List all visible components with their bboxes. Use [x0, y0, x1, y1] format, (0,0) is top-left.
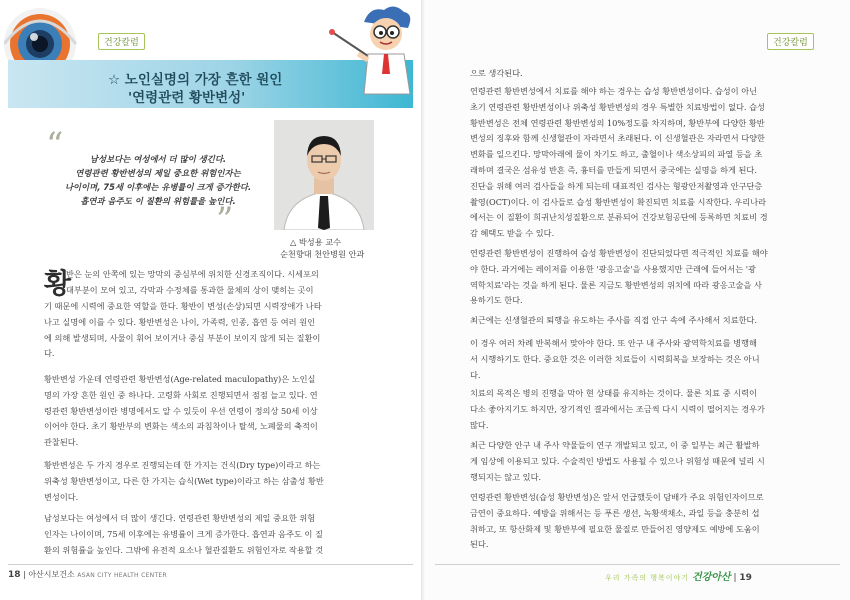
footer-rule [435, 564, 840, 565]
text-line: 변성의 징후와 함께 신생혈관이 자라면서 초래된다. 이 신생혈관은 자라면서 다양한 [470, 133, 765, 144]
text-line: 에 의해 발생되며, 사물이 휘어 보이거나 중심 부분이 보이지 않게 되는 질환이 [44, 332, 321, 343]
paragraph-3 [44, 458, 376, 505]
text-line: 변성이다. [44, 491, 79, 502]
paragraph-treatment [470, 246, 815, 309]
author-caption [268, 236, 418, 260]
text-line: 위축성 황반변성이고, 다른 한 가지는 습식(Wet type)이라고 하는 삼출성 황반 [44, 475, 324, 486]
text-line: 관찰된다. [44, 437, 79, 448]
text-line: 게 임상에 이용되고 있다. 수술적인 방법도 사용될 수 있으나 위험성 때문에 널리 시 [470, 455, 765, 466]
footer-left: 18 | 아산시보건소 ASAN CITY HEALTH CENTER [8, 570, 167, 580]
text-line: 이 경우 여러 차례 반복해서 맞아야 한다. 또 안구 내 주사와 광역학치료를 병행해 [470, 338, 757, 348]
text-line: 환의 위험률을 높인다. 그밖에 유전적 요소나 혈관질환도 위험인자로 작용할 것 [44, 544, 324, 555]
text-line: 초기 연령관련 황반변성이나 위축성 황반변성의 경우 특별한 치료방법이 없다. 습성 [470, 101, 765, 112]
close-quote-icon: ” [216, 200, 234, 240]
doctor-cartoon-icon [328, 4, 420, 96]
intro-paragraph-body [44, 299, 376, 362]
pull-quote-line: 연령관련 황반변성의 제일 중요한 위험인자는 [75, 168, 241, 178]
text-line: 명의 가장 흔한 원인 중 하나다. 고령화 사회로 진행되면서 점점 늘고 있다. 연 [44, 389, 318, 400]
text-line: 금연이 중요하다. 예방을 위해서는 등 푸른 생선, 녹황색채소, 과일 등을 충분히 섭 [470, 507, 760, 518]
paragraph-repeat [470, 336, 815, 383]
text-line: 치료의 목적은 병의 진행을 막아 현 상태를 유지하는 것이다. 물론 치료 중 시력이 [470, 388, 757, 398]
text-line: 다소 좋아지기도 하지만, 장기적인 결과에서는 조금씩 다시 시력이 떨어지는 경우가 [470, 403, 765, 414]
text-line: 서 시행하기도 한다. 중요한 것은 이러한 치료들이 시력회복을 보장하는 것은 아니 [470, 353, 760, 364]
text-line: 야 한다. 과거에는 레이저를 이용한 '광응고술'을 사용했지만 근래에 들어서는 '광 [470, 263, 756, 274]
paragraph-4 [44, 511, 376, 558]
section-tag: 건강칼럼 [98, 33, 145, 50]
drop-cap: 황 [44, 267, 72, 300]
article-subtitle: '연령관련 황반변성' [128, 90, 246, 106]
text-line: 최근에는 신생혈관의 퇴행을 유도하는 주사를 직접 안구 속에 주사해서 치료한다. [470, 315, 758, 325]
text-line: 령관련 황반변성이란 병명에서도 알 수 있듯이 우선 연령이 정의상 50세 이상 [44, 405, 318, 416]
open-quote-icon: “ [46, 125, 64, 165]
text-line: 된다. [470, 539, 489, 550]
footer-org: 아산시보건소 [28, 570, 75, 579]
text-line: 용하기도 한다. [470, 295, 523, 306]
text-line: 으로 생각된다. [470, 68, 523, 78]
page-number: 18 [8, 570, 21, 580]
pull-quote [48, 152, 268, 208]
author-portrait [274, 120, 374, 230]
article-title: ☆ 노인실명의 가장 흔한 원인 [108, 72, 283, 88]
text-line: 변화를 일으킨다. 망막아래에 물이 차기도 하고, 출혈이나 색소상피의 파열 등을 초 [470, 149, 763, 160]
text-line: 인자는 나이이며, 75세 이후에는 유병률이 크게 증가한다. 흡연과 음주도 이 질 [44, 528, 323, 539]
intro-paragraph-head [66, 267, 376, 299]
text-line: 연령관련 황반변성(습성 황반변성)은 앞서 언급했듯이 담배가 주요 위험인자이므로 [470, 492, 764, 502]
paragraph-wet-amd [470, 84, 815, 242]
page-number: 19 [739, 573, 752, 583]
text-line: 진단을 위해 여러 검사들을 하게 되는데 대표적인 검사는 형광안저촬영과 안구단층 [470, 180, 763, 191]
text-line: 많다. [470, 419, 489, 430]
text-line: 에서는 이 질환이 희귀난치성질환으로 분류되어 건강보험공단에 등록하면 치료비 경 [470, 212, 768, 223]
text-line: 역학치료'라는 것을 하게 된다. 물론 지금도 황반변성의 위치에 따라 광응고술을 사 [470, 279, 762, 290]
footer-org-en: ASAN CITY HEALTH CENTER [77, 572, 167, 579]
text-line: 다. [44, 348, 55, 359]
pull-quote-line: 흡연과 음주도 이 질환의 위험률을 높인다. [80, 196, 236, 206]
text-line: 황반변성 가운데 연령관련 황반변성(Age-related maculopathy)은 노인실 [44, 374, 316, 384]
right-page [425, 0, 850, 600]
text-line: 감 혜택도 받을 수 있다. [470, 228, 555, 239]
paragraph-continued [470, 66, 815, 82]
pull-quote-line: 나이이며, 75세 이후에는 유병률이 크게 증가한다. [64, 182, 252, 192]
footer-brand: 건강아산 [691, 572, 731, 583]
text-line: 취하고, 또 항산화제 및 황반부에 필요한 물질로 만들어진 영양제도 예방에 도움이 [470, 523, 760, 534]
text-line: 래하며 결국은 섬유성 반흔 즉, 흉터를 만들게 되면서 중국에는 실명을 하게 된다. [470, 164, 757, 175]
text-line: 황반변성은 전체 연령관련 황반변성의 10%정도를 차지하며, 황반부에 다양한 황반 [470, 117, 765, 128]
author-affiliation: 순천향대 천안병원 안과 [280, 249, 365, 259]
text-line: 남성보다는 여성에서 더 많이 생긴다. 연령관련 황반변성의 제일 중요한 위험 [44, 513, 316, 523]
footer-slogan: 우리 가족의 행복이야기 [605, 574, 690, 582]
paragraph-prevention [470, 490, 815, 553]
footer-right: 우리 가족의 행복이야기 건강아산 | 19 [605, 572, 752, 583]
paragraph-injection [470, 313, 815, 329]
text-line: 반은 눈의 안쪽에 있는 망막의 중심부에 위치한 신경조직이다. 시세포의 [66, 269, 319, 279]
footer-rule [8, 564, 413, 565]
author-name: △ 박성용 교수 [290, 237, 342, 247]
text-line: 다. [470, 369, 481, 380]
text-line: 대부분이 모여 있고, 각막과 수정체를 통과한 물체의 상이 맺히는 곳이 [66, 284, 314, 295]
text-line: 최근 다양한 안구 내 주사 약물들이 연구 개발되고 있고, 이 중 일부는 최근 활발하 [470, 440, 760, 450]
paragraph-goal [470, 386, 815, 433]
text-line: 나고 실명에 이를 수 있다. 황반변성은 나이, 가족력, 인종, 흡연 등 여러 원인 [44, 316, 316, 327]
text-line: 황반변성은 두 가지 경우로 진행되는데 한 가지는 건식(Dry type)이라고 하는 [44, 460, 321, 470]
text-line: 행되지는 않고 있다. [470, 471, 542, 482]
text-line: 연령관련 황반변성에서 치료를 해야 하는 경우는 습성 황반변성이다. 습성이 아닌 [470, 86, 758, 96]
section-tag: 건강칼럼 [767, 33, 814, 50]
pull-quote-line: 남성보다는 여성에서 더 많이 생긴다. [89, 154, 227, 164]
text-line: 기 때문에 시력에 중요한 역할을 한다. 황반이 변성(손상)되면 시력장애가 나타 [44, 301, 322, 311]
paragraph-2 [44, 372, 376, 451]
text-line: 촬영(OCT)이다. 이 검사들로 습성 황반변성이 확진되면 치료를 시작한다. 우리나라 [470, 196, 767, 207]
paragraph-research [470, 438, 815, 485]
text-line: 이어야 한다. 초기 황반부의 변화는 색소의 과침착이나 탈색, 노폐물의 축적이 [44, 421, 318, 432]
text-line: 연령관련 황반변성이 진행하여 습성 황반변성이 진단되었다면 적극적인 치료를 해야 [470, 248, 768, 258]
